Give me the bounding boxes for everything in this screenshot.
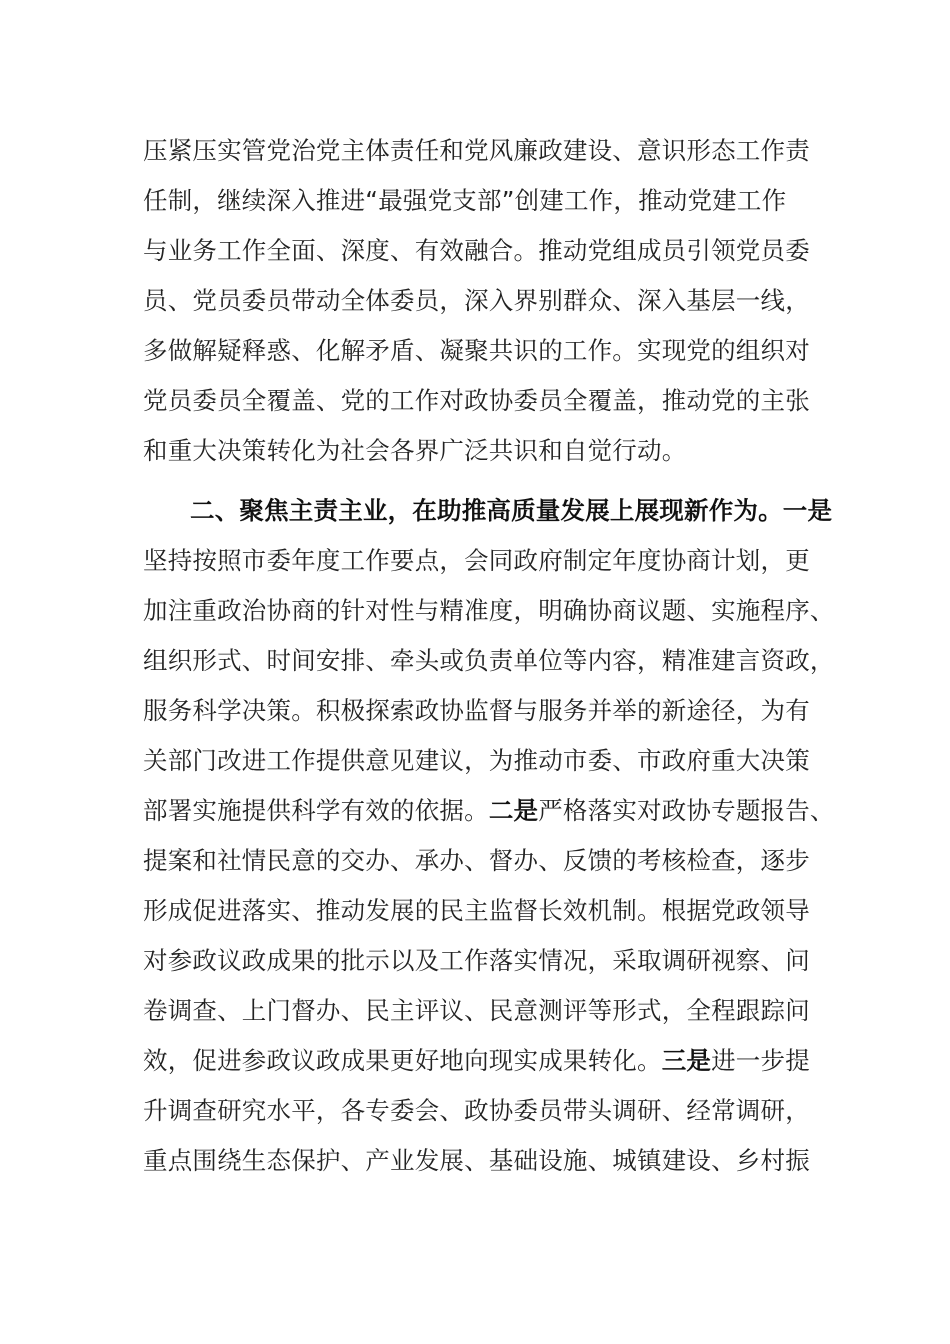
- paragraph-2-line-7: 提案和社情民意的交办、承办、督办、反馈的考核检查，逐步: [143, 846, 810, 875]
- line-text-pre: 效，促进参政议政成果更好地向现实成果转化。: [143, 1046, 662, 1075]
- paragraph-1-line-5: 多做解疑释惑、化解矛盾、凝聚共识的工作。实现党的组织对: [143, 336, 810, 365]
- paragraph-2-line-13: 重点围绕生态保护、产业发展、基础设施、城镇建设、乡村振: [143, 1146, 810, 1175]
- paragraph-2-line-4: 服务科学决策。积极探索政协监督与服务并举的新途径，为有: [143, 696, 810, 725]
- paragraph-2-line-11: [143, 1036, 833, 1086]
- paragraph-2-line-2: 加注重政治协商的针对性与精准度，明确协商议题、实施程序、: [143, 596, 835, 625]
- paragraph-1-line-7: 和重大决策转化为社会各界广泛共识和自觉行动。: [143, 436, 687, 465]
- paragraph-2-line-1: 坚持按照市委年度工作要点，会同政府制定年度协商计划，更: [143, 546, 810, 575]
- paragraph-2-line-5: 关部门改进工作提供意见建议，为推动市委、市政府重大决策: [143, 746, 810, 775]
- point-marker-two: 二是: [488, 796, 539, 825]
- paragraph-2-line-10: 卷调查、上门督办、民主评议、民意测评等形式，全程跟踪问: [143, 996, 810, 1025]
- paragraph-2-line-8: 形成促进落实、推动发展的民主监督长效机制。根据党政领导: [143, 896, 810, 925]
- line-text-post: 进一步提: [711, 1046, 810, 1075]
- paragraph-2-line-9: 对参政议政成果的批示以及工作落实情况，采取调研视察、问: [143, 946, 810, 975]
- paragraph-1-line-2: 任制，继续深入推进“最强党支部”创建工作，推动党建工作: [143, 186, 787, 215]
- paragraph-2-line-3: 组织形式、时间安排、牵头或负责单位等内容，精准建言资政，: [143, 646, 835, 675]
- paragraph-1-line-4: 员、党员委员带动全体委员，深入界别群众、深入基层一线，: [143, 286, 810, 315]
- paragraph-1-line-6: 党员委员全覆盖、党的工作对政协委员全覆盖，推动党的主张: [143, 386, 810, 415]
- line-text-post: 严格落实对政协专题报告、: [538, 796, 835, 825]
- paragraph-1-line-3: 与业务工作全面、深度、有效融合。推动党组成员引领党员委: [143, 236, 810, 265]
- paragraph-1-line-1: 压紧压实管党治党主体责任和党风廉政建设、意识形态工作责: [143, 136, 810, 165]
- paragraph-2-line-12: 升调查研究水平，各专委会、政协委员带头调研、经常调研，: [143, 1096, 810, 1125]
- line-text-pre: 部署实施提供科学有效的依据。: [143, 796, 489, 825]
- paragraph-2-line-6: [143, 786, 833, 836]
- point-marker-three: 三是: [661, 1046, 712, 1075]
- section-heading: 二、聚焦主责主业，在助推高质量发展上展现新作为。一是: [190, 496, 833, 525]
